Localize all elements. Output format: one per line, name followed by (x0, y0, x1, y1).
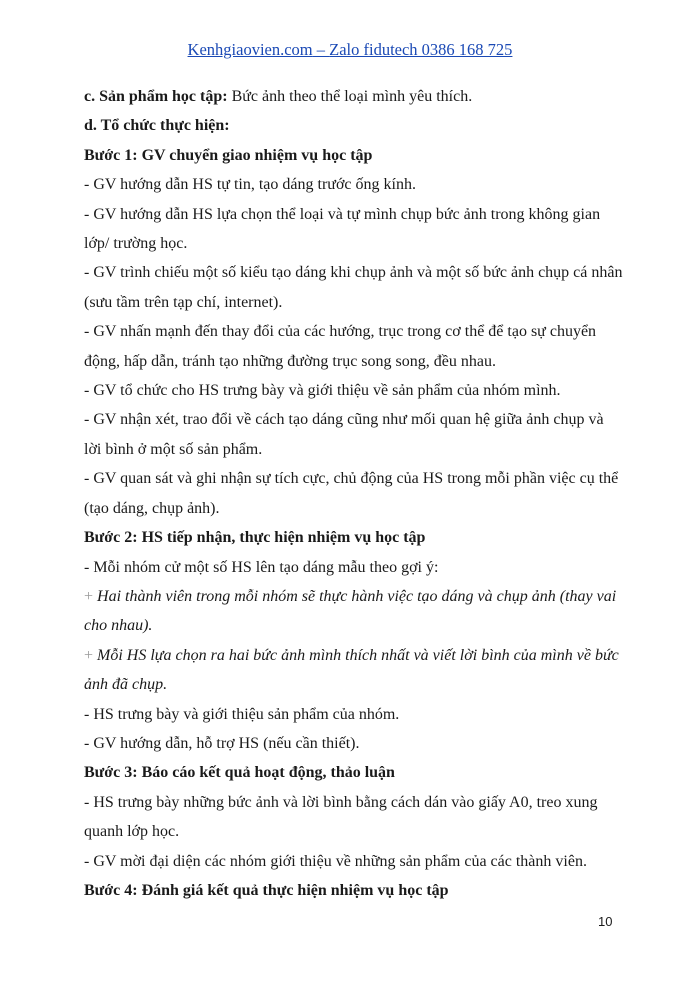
document-body (84, 82, 624, 905)
plus-mark: + (84, 646, 94, 664)
list-item: - GV hướng dẫn HS tự tin, tạo dáng trước ống kính. (84, 176, 416, 194)
list-item: - HS trưng bày những bức ảnh và lời bình bằng cách dán vào giấy A0, treo xung quanh lớp học. (84, 793, 598, 841)
list-item: - GV quan sát và ghi nhận sự tích cực, chủ động của HS trong mỗi phần việc cụ thể (tạo dáng, chụp ảnh). (84, 470, 619, 517)
product-label: c. Sản phẩm học tập: (84, 88, 228, 105)
step2-heading: Bước 2: HS tiếp nhận, thực hiện nhiệm vụ học tập (84, 529, 426, 547)
list-item: - GV tổ chức cho HS trưng bày và giới thiệu về sản phẩm của nhóm mình. (84, 382, 561, 400)
list-item: - GV trình chiếu một số kiểu tạo dáng khi chụp ảnh và một số bức ảnh chụp cá nhân (sưu tầm trên tạp chí, internet). (84, 264, 623, 311)
list-item: - GV hướng dẫn HS lựa chọn thể loại và tự mình chụp bức ảnh trong không gian lớp/ trường học. (84, 205, 601, 253)
page-header (0, 40, 700, 60)
step1-heading: Bước 1: GV chuyển giao nhiệm vụ học tập (84, 146, 373, 164)
list-item: - Mỗi nhóm cử một số HS lên tạo dáng mẫu theo gợi ý: (84, 558, 439, 576)
list-item: - GV nhận xét, trao đổi về cách tạo dáng cũng như mối quan hệ giữa ảnh chụp và lời bình ở một số sản phẩm. (84, 411, 604, 458)
italic-text: Hai thành viên trong mỗi nhóm sẽ thực hành việc tạo dáng và chụp ảnh (thay vai cho nhau). (84, 587, 617, 635)
product-line (84, 82, 624, 111)
italic-text: Mỗi HS lựa chọn ra hai bức ảnh mình thích nhất và viết lời bình của mình về bức ảnh đã chụp. (84, 646, 619, 694)
list-item: - GV mời đại diện các nhóm giới thiệu về những sản phẩm của các thành viên. (84, 852, 587, 870)
step3-heading: Bước 3: Báo cáo kết quả hoạt động, thảo luận (84, 764, 395, 782)
site-link[interactable]: Kenhgiaovien.com – Zalo fidutech 0386 168 725 (187, 40, 513, 59)
page-number: 10 (598, 914, 613, 929)
organize-heading: d. Tổ chức thực hiện: (84, 117, 230, 135)
product-text: Bức ảnh theo thể loại mình yêu thích. (227, 88, 473, 105)
plus-mark: + (84, 587, 94, 605)
list-item: - GV hướng dẫn, hỗ trợ HS (nếu cần thiết). (84, 734, 360, 752)
italic-list-item (84, 582, 624, 641)
list-item: - GV nhấn mạnh đến thay đổi của các hướng, trục trong cơ thể để tạo sự chuyển động, hấp dẫn, tránh tạo những đường trục song song, đều nhau. (84, 323, 597, 370)
italic-list-item (84, 641, 624, 700)
step4-heading: Bước 4: Đánh giá kết quả thực hiện nhiệm vụ học tập (84, 881, 449, 899)
list-item: - HS trưng bày và giới thiệu sản phẩm của nhóm. (84, 705, 400, 723)
